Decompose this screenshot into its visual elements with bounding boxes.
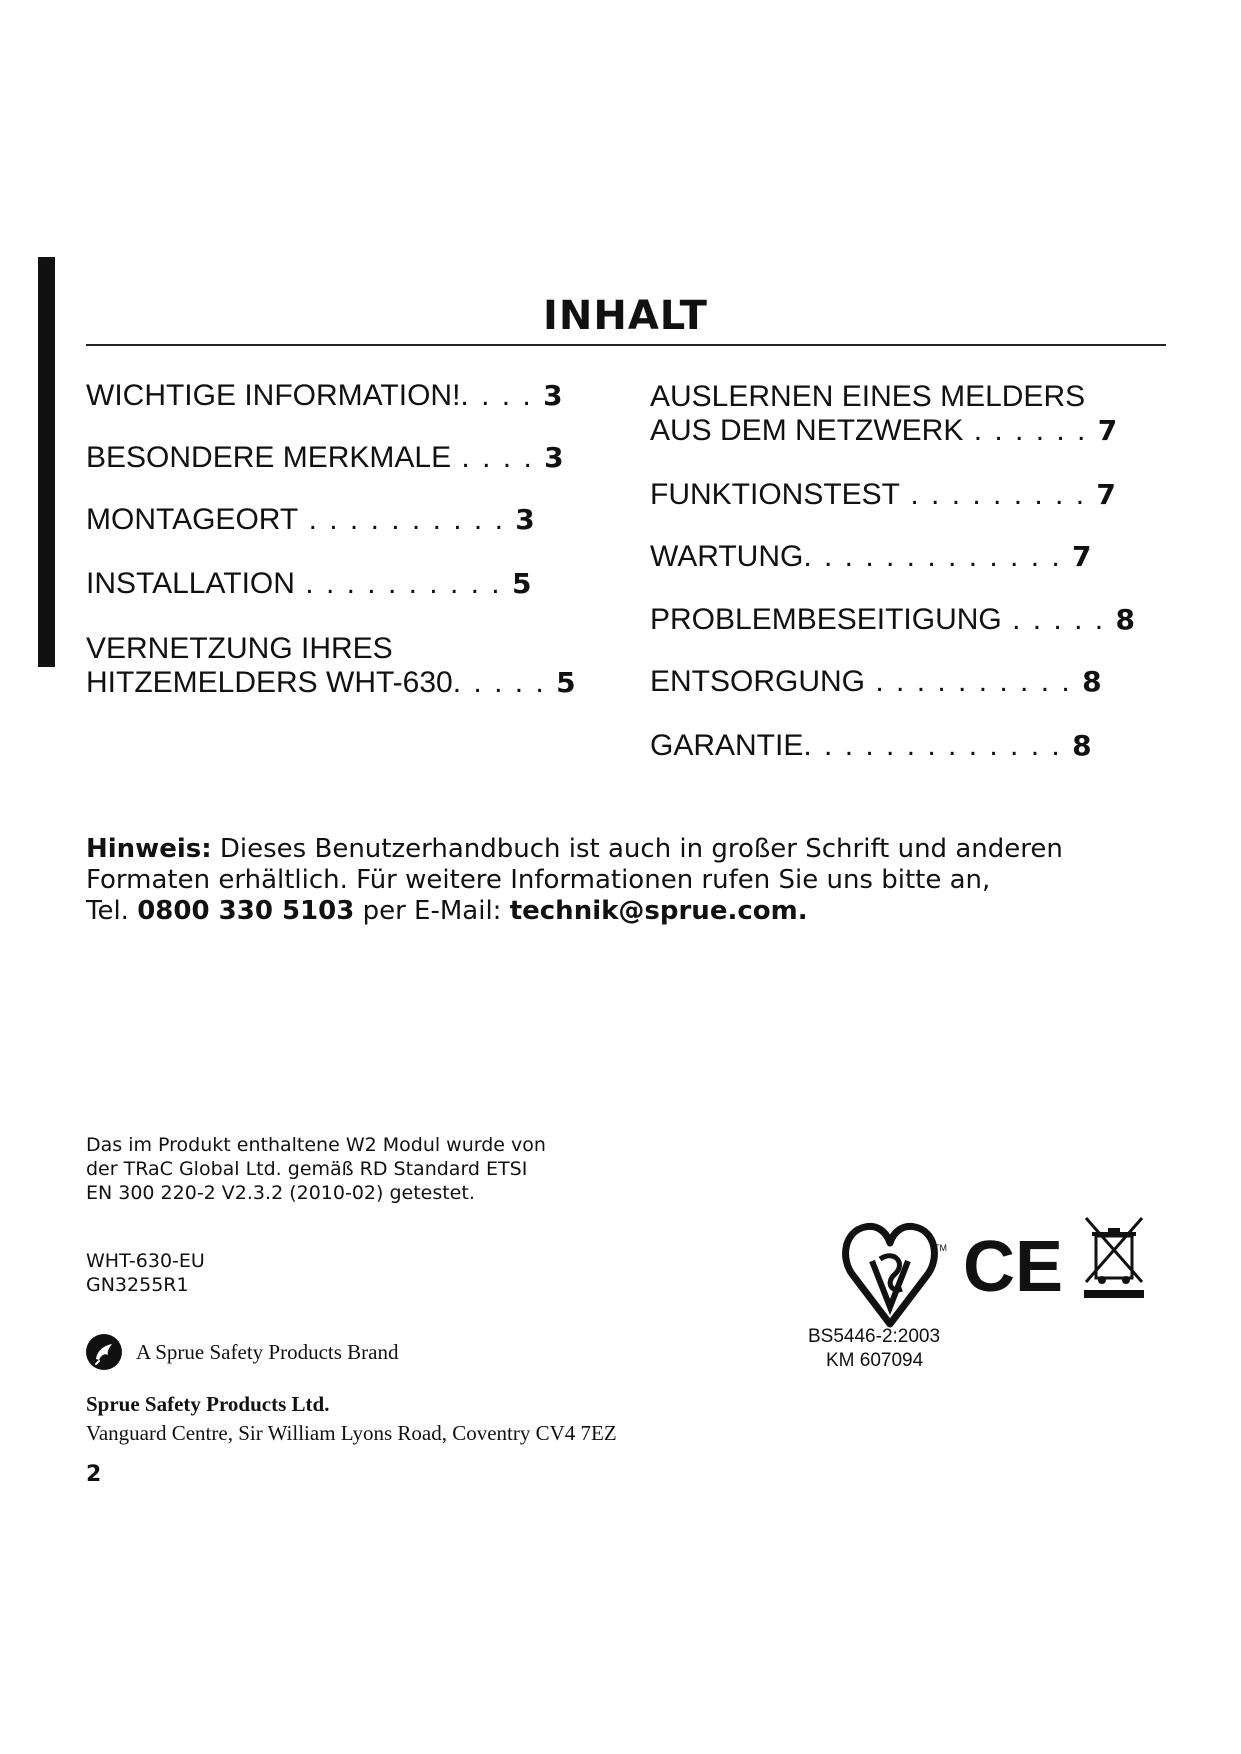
toc-page: 8 (1072, 729, 1092, 762)
module-test-text (86, 1133, 546, 1205)
note-email-prefix: per E-Mail: (354, 896, 510, 926)
toc-entry-installation[interactable] (86, 567, 531, 601)
toc-page: 8 (1115, 603, 1135, 636)
toc-entry-funktionstest[interactable] (650, 478, 1116, 512)
toc-label-line1: AUSLERNEN EINES MELDERS (650, 380, 1086, 413)
toc-label: WICHTIGE INFORMATION! (86, 379, 461, 412)
note-text-1: Dieses Benutzerhandbuch ist auch in großer Schrift und anderen (211, 834, 1063, 864)
email-link[interactable]: technik@sprue.com. (509, 896, 808, 926)
toc-dots: . . . . . . . . . . . . . (803, 540, 1073, 573)
page-number: 2 (86, 1462, 102, 1487)
toc-label: INSTALLATION (86, 567, 295, 600)
company-name: Sprue Safety Products Ltd. (86, 1392, 330, 1416)
weee-bin-icon (1082, 1216, 1146, 1302)
toc-label: MONTAGEORT (86, 503, 299, 536)
toc-label: ENTSORGUNG (650, 665, 866, 698)
toc-entry-garantie[interactable] (650, 729, 1092, 763)
phone-number[interactable]: 0800 330 5103 (137, 896, 355, 926)
kitemark-icon (840, 1219, 947, 1334)
toc-entry-entsorgung[interactable] (650, 665, 1102, 699)
toc-dots: . . . . . (452, 666, 557, 699)
sidebar-bar (38, 257, 55, 667)
title-divider (86, 344, 1166, 346)
model-line-2: GN3255R1 (86, 1274, 189, 1296)
toc-dots: . . . . . . . . . . (294, 567, 512, 600)
toc-dots: . . . . . . . . . (900, 478, 1097, 511)
toc-label: PROBLEMBESEITIGUNG (650, 603, 1002, 636)
toc-page: 3 (515, 503, 535, 536)
toc-page: 3 (544, 441, 564, 474)
toc-entry-auslernen[interactable] (650, 380, 1117, 448)
note-label: Hinweis: (86, 834, 212, 864)
toc-page: 3 (543, 379, 563, 412)
toc-label: BESONDERE MERKMALE (86, 441, 452, 474)
toc-label-line1: VERNETZUNG IHRES (86, 632, 393, 665)
toc-dots: . . . . . . . . . . (865, 665, 1083, 698)
sprue-brand-icon (85, 1333, 123, 1371)
toc-page: 8 (1082, 665, 1102, 698)
certification-standard: BS5446-2:2003 (808, 1326, 941, 1347)
toc-entry-besondere-merkmale[interactable] (86, 441, 564, 475)
toc-page: 5 (556, 666, 576, 699)
note-text-2: Formaten erhältlich. Für weitere Informationen rufen Sie uns bitte an, (86, 865, 991, 895)
toc-dots: . . . . . . (963, 414, 1098, 447)
toc-entry-montageort[interactable] (86, 503, 535, 537)
note-tel-prefix: Tel. (86, 896, 138, 926)
brand-tagline: A Sprue Safety Products Brand (136, 1340, 399, 1364)
model-line-1: WHT-630-EU (86, 1250, 205, 1272)
toc-label: AUS DEM NETZWERK (650, 414, 964, 447)
toc-dots: . . . . (451, 441, 545, 474)
toc-entry-wichtige-information[interactable] (86, 379, 563, 413)
toc-label: WARTUNG (650, 540, 804, 573)
toc-page: 5 (511, 567, 532, 600)
toc-label: GARANTIE (650, 729, 804, 762)
module-line-1: Das im Produkt enthaltene W2 Modul wurde von (86, 1134, 546, 1156)
toc-page: 7 (1096, 478, 1116, 511)
toc-label: FUNKTIONSTEST (650, 478, 901, 511)
module-line-2: der TRaC Global Ltd. gemäß RD Standard ETSI (86, 1158, 528, 1180)
toc-dots: . . . . . (1001, 603, 1116, 636)
certification-km: KM 607094 (826, 1350, 924, 1371)
module-line-3: EN 300 220-2 V2.3.2 (2010-02) getestet. (86, 1182, 475, 1204)
toc-dots: . . . . . . . . . . (298, 503, 516, 536)
toc-entry-vernetzung[interactable] (86, 632, 576, 700)
toc-page: 7 (1072, 540, 1092, 573)
page-title: INHALT (543, 293, 708, 339)
model-numbers (86, 1249, 205, 1297)
ce-mark-icon (963, 1227, 1064, 1307)
company-address: Vanguard Centre, Sir William Lyons Road, Coventry CV4 7EZ (86, 1421, 617, 1445)
kitemark-tm: TM (934, 1243, 947, 1253)
toc-page: 7 (1097, 414, 1118, 447)
toc-dots: . . . . (460, 379, 544, 412)
toc-label: HITZEMELDERS WHT-630 (86, 666, 453, 699)
ce-mark: CE (963, 1227, 1064, 1307)
toc-dots: . . . . . . . . . . . . . (803, 729, 1073, 762)
toc-entry-problembeseitigung[interactable] (650, 603, 1135, 637)
toc-entry-wartung[interactable] (650, 540, 1092, 574)
info-note (86, 834, 1186, 927)
